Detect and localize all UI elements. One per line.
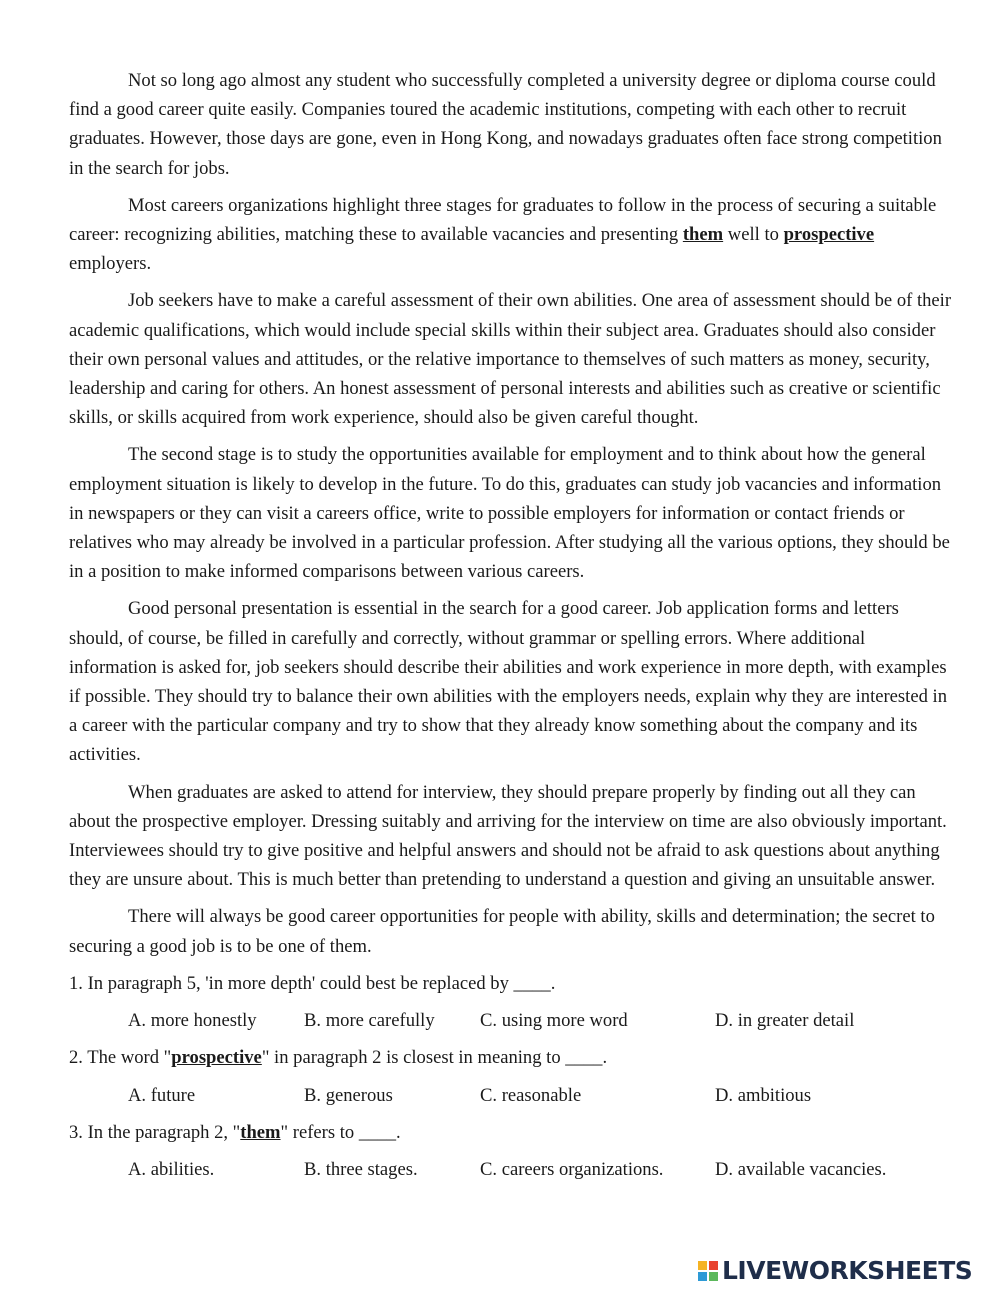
question-3-keyword: them [240, 1121, 281, 1143]
question-2-option-b[interactable]: B. generous [304, 1084, 393, 1106]
logo-square-1 [698, 1261, 707, 1270]
paragraph-4: The second stage is to study the opportunities available for employment and to think about how the general employment situation is likely to develop in the future. To do this, graduates can study job vacancies and information in newspapers or they can visit a careers office, write to possible employers for information or contact friends or relatives who may already be involved in a particular profession. After studying all the various options, they should be in a position to make informed comparisons between various careers. [69, 444, 950, 583]
question-1-option-b[interactable]: B. more carefully [304, 1010, 435, 1032]
paragraph-3: Job seekers have to make a careful assessment of their own abilities. One area of assessment should be of their academic qualifications, which would include special skills within their subject area. Graduates should also consider their own personal values and attitudes, or the relative importance to themselves of such matters as money, security, leadership and caring for others. An honest assessment of personal interests and abilities such as creative or scientific skills, or skills acquired from work experience, should also be given careful thought. [69, 290, 952, 429]
question-1-option-a[interactable]: A. more honestly [128, 1010, 257, 1032]
question-1-option-c[interactable]: C. using more word [480, 1010, 628, 1032]
question-2-option-c[interactable]: C. reasonable [480, 1084, 582, 1106]
question-3-option-c[interactable]: C. careers organizations. [480, 1158, 664, 1180]
paragraph-6: When graduates are asked to attend for interview, they should prepare properly by finding out all they can about the prospective employer. Dressing suitably and arriving for the interview on time are also obviously important. Interviewees should try to give positive and helpful answers and should not be afraid to ask questions about anything they are unsure about. This is much better than pretending to understand a question and giving an unsuitable answer. [69, 781, 947, 891]
question-3-option-a[interactable]: A. abilities. [128, 1158, 215, 1180]
question-3-stem-post: " refers to ____. [280, 1121, 401, 1143]
logo-square-2 [709, 1261, 718, 1270]
question-2-keyword: prospective [171, 1047, 262, 1069]
question-2-options [69, 1081, 953, 1110]
question-2-stem-post: " in paragraph 2 is closest in meaning to ____. [261, 1047, 608, 1069]
paragraph-1: Not so long ago almost any student who successfully completed a university degree or diploma course could find a good career quite easily. Companies toured the academic institutions, competing with each other to recruit graduates. However, those days are gone, even in Hong Kong, and nowadays graduates often face strong competition in the search for jobs. [69, 70, 942, 179]
paragraph-2-text-b: well to [723, 224, 784, 246]
question-3-option-b[interactable]: B. three stages. [304, 1158, 418, 1180]
question-3-option-d[interactable]: D. available vacancies. [715, 1158, 887, 1180]
question-2-option-d[interactable]: D. ambitious [715, 1084, 812, 1106]
worksheet-content [69, 66, 953, 1192]
highlight-them: them [682, 224, 724, 246]
question-2-stem [69, 1043, 953, 1072]
question-1-options [69, 1006, 953, 1035]
question-1-stem: 1. In paragraph 5, 'in more depth' could best be replaced by ____. [69, 972, 556, 994]
question-2-option-a[interactable]: A. future [128, 1084, 196, 1106]
logo-square-3 [698, 1272, 707, 1281]
paragraph-5: Good personal presentation is essential in the search for a good career. Job application forms and letters should, of course, be filled in carefully and correctly, without grammar or spelling errors. Where additional information is asked for, job seekers should describe their abilities and work experience in more depth, with examples if possible. They should try to balance their own abilities with the employers needs, explain why they are interested in a career with the particular company and try to show that they already know something about the company and its activities. [69, 598, 947, 766]
liveworksheets-logo [698, 1257, 972, 1285]
question-2-stem-pre: 2. The word " [69, 1047, 172, 1069]
question-3-options [69, 1155, 953, 1184]
highlight-prospective: prospective [783, 224, 875, 246]
question-3-stem-pre: 3. In the paragraph 2, " [69, 1121, 241, 1143]
question-1-option-d[interactable]: D. in greater detail [715, 1010, 855, 1032]
logo-square-4 [709, 1272, 718, 1281]
logo-mark-icon [698, 1261, 718, 1281]
question-3-stem [69, 1118, 953, 1147]
paragraph-2 [69, 191, 953, 279]
paragraph-2-text-a: Most careers organizations highlight three stages for graduates to follow in the process of securing a suitable career: recognizing abilities, matching these to available vacancies and presenting [69, 194, 937, 246]
paragraph-7: There will always be good career opportunities for people with ability, skills and determination; the secret to securing a good job is to be one of them. [69, 906, 935, 957]
paragraph-2-text-c: employers. [69, 253, 152, 275]
logo-text: LIVEWORKSHEETS [722, 1256, 973, 1285]
